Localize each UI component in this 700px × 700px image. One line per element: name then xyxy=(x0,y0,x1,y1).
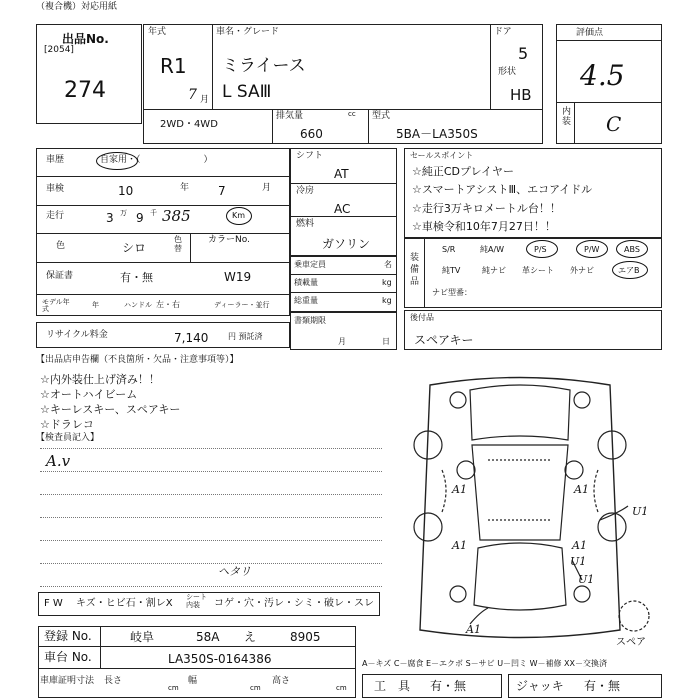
body-label: 形状 xyxy=(498,67,517,77)
equipment-label: 装備品 xyxy=(410,253,420,288)
damage-mark: A1 xyxy=(452,539,467,552)
selling-point: ☆車検令和10年7月27日！！ xyxy=(412,220,556,233)
cert-width: 幅 xyxy=(188,676,198,686)
legend-fw: F W xyxy=(44,598,63,609)
inspection-year: 10 xyxy=(118,184,134,198)
passengers-unit: 名 xyxy=(384,260,392,269)
cc-unit: cc xyxy=(348,110,356,118)
model-label: 型式 xyxy=(372,111,391,121)
interior-score: C xyxy=(606,112,622,136)
mileage-man: 3 xyxy=(106,211,114,225)
declaration-label: 【出品店申告欄（不良箇所・欠品・注意事項等）】 xyxy=(36,355,239,365)
declaration-item: ☆キーレスキー、スペアキー xyxy=(40,403,181,416)
month-unit: 月 xyxy=(200,95,210,105)
accessories-label: 後付品 xyxy=(410,313,434,322)
fuel-value: ガソリン xyxy=(322,237,371,251)
cert-length: 長さ xyxy=(104,676,123,686)
inspector-note: A.v xyxy=(46,452,71,470)
registration-place: 岐阜 xyxy=(130,630,155,644)
gross-label: 総重量 xyxy=(294,296,318,305)
registration-class: 58A xyxy=(196,630,220,644)
color-code-label: カラーNo. xyxy=(208,235,250,245)
interior-label: 内装 xyxy=(562,107,572,127)
shift-label: シフト xyxy=(296,151,324,161)
color-code: W19 xyxy=(224,270,252,284)
equip-ext-navi: 外ナビ xyxy=(570,266,594,275)
color-value: シロ xyxy=(122,241,147,255)
ac-label: 冷房 xyxy=(296,186,315,196)
selling-points-label: セールスポイント xyxy=(410,151,474,160)
car-name: ミライース xyxy=(222,56,306,76)
inspection-label: 車検 xyxy=(46,184,65,194)
load-unit: kg xyxy=(382,278,392,287)
door-count: 5 xyxy=(518,44,529,63)
warranty-value: 有・無 xyxy=(120,271,153,284)
year-value: R1 xyxy=(160,54,187,78)
mileage-sen: 9 xyxy=(136,211,144,225)
year-label: 年式 xyxy=(148,27,167,37)
passengers-label: 乗車定員 xyxy=(294,260,326,269)
inspection-year-unit: 年 xyxy=(180,183,190,193)
legend-items: キズ・ヒビ石・割レX xyxy=(76,598,173,609)
color-label: 色 xyxy=(56,241,66,251)
chassis-label: 車台 No. xyxy=(44,650,92,664)
equip-sr: S/R xyxy=(442,245,456,254)
legend-seat-label: シート内装 xyxy=(186,593,207,609)
equip-pw: P/W xyxy=(584,245,600,254)
damage-mark: U1 xyxy=(632,505,649,518)
legend-mark-note: ヘタリ xyxy=(218,565,251,578)
cc-value: 660 xyxy=(300,127,323,141)
equip-tv: 純TV xyxy=(442,266,461,275)
declaration-item: ☆オートハイビーム xyxy=(40,388,138,401)
car-grade: L SAⅢ xyxy=(222,82,272,102)
drive-type: 2WD・4WD xyxy=(160,119,218,130)
document-label: 書類期限 xyxy=(294,316,326,325)
shift-value: AT xyxy=(334,167,349,181)
color-tone-label: 色替 xyxy=(174,235,182,253)
damage-codes: A－キズ C－腐食 E－エクボ S－サビ U－凹ミ W－補修 XX－交換済 xyxy=(362,659,608,668)
selling-point: ☆走行3万キロメートル台！！ xyxy=(412,202,561,215)
model-year-label: モデル年式 xyxy=(42,298,70,313)
tools-label: 工 具 xyxy=(374,679,411,693)
equip-ps: P/S xyxy=(534,245,547,254)
recycle-value: 7,140 xyxy=(174,331,209,345)
jack-value: 有・無 xyxy=(584,679,621,693)
history-value: 自家用・（ ） xyxy=(100,155,213,165)
warranty-label: 保証書 xyxy=(46,271,74,281)
history-label: 車歴 xyxy=(46,155,65,165)
body-type: HB xyxy=(510,86,532,104)
name-label: 車名・グレード xyxy=(216,27,280,37)
lot-number: 274 xyxy=(64,78,106,103)
cert-width-unit: cm xyxy=(250,684,261,692)
accessories-value: スペアキー xyxy=(414,333,474,347)
form-title: （複合機）対応用紙 xyxy=(36,2,118,12)
damage-mark: A1 xyxy=(466,623,481,636)
lot-stamp: [2054] xyxy=(44,45,74,55)
model-value: 5BA－LA350S xyxy=(396,127,478,141)
cert-length-unit: cm xyxy=(168,684,179,692)
cc-label: 排気量 xyxy=(276,111,304,121)
tools-value: 有・無 xyxy=(430,679,467,693)
document-month-unit: 月 xyxy=(338,337,346,346)
load-label: 積載量 xyxy=(294,278,318,287)
selling-point: ☆スマートアシストⅢ、エコアイドル xyxy=(412,183,593,196)
damage-mark: U1 xyxy=(570,555,587,568)
spare-label: スペア xyxy=(616,637,646,648)
rating-score: 4.5 xyxy=(580,59,625,92)
gross-unit: kg xyxy=(382,296,392,305)
dealer-label: ディーラー・並行 xyxy=(214,301,270,309)
door-label: ドア xyxy=(494,27,512,37)
registration-number: 8905 xyxy=(290,630,321,644)
mileage-unit: Km xyxy=(232,211,246,220)
handle-label: ハンドル xyxy=(124,301,152,309)
inspection-month-unit: 月 xyxy=(262,183,272,193)
registration-kana: え xyxy=(244,630,257,644)
damage-mark: A1 xyxy=(572,539,587,552)
declaration-item: ☆内外装仕上げ済み！！ xyxy=(40,373,160,386)
mileage-label: 走行 xyxy=(46,211,65,221)
rating-label: 評価点 xyxy=(576,28,604,38)
fuel-label: 燃料 xyxy=(296,219,315,229)
equip-abs: ABS xyxy=(624,245,640,254)
cert-height: 高さ xyxy=(272,676,291,686)
damage-mark: A1 xyxy=(452,483,467,496)
chassis-value: LA350S-0164386 xyxy=(168,652,272,666)
equip-alloy: 純A/W xyxy=(480,245,505,254)
selling-point: ☆純正CDプレイヤー xyxy=(412,165,515,178)
equip-navi: 純ナビ xyxy=(482,266,506,275)
mileage-man-unit: 万 xyxy=(120,209,127,217)
inspection-month: 7 xyxy=(218,184,226,198)
recycle-unit: 円 預託済 xyxy=(228,332,263,341)
navi-model-label: ナビ型番： xyxy=(432,288,472,297)
handle-value: 左・右 xyxy=(156,300,180,309)
recycle-label: リサイクル料金 xyxy=(46,330,108,340)
equip-airbag: エアB xyxy=(618,266,640,275)
model-year-unit: 年 xyxy=(92,301,99,309)
registration-label: 登録 No. xyxy=(44,629,92,643)
mileage-rest: 385 xyxy=(162,207,191,225)
damage-mark: A1 xyxy=(574,483,589,496)
jack-label: ジャッキ xyxy=(516,679,564,693)
inspector-label: 【検査員記入】 xyxy=(36,433,100,443)
declaration-item: ☆ドラレコ xyxy=(40,418,94,431)
legend-items2: コゲ・穴・汚レ・シミ・破レ・スレ xyxy=(214,598,374,609)
cert-label: 車庫証明寸法 xyxy=(40,676,95,686)
cert-height-unit: cm xyxy=(336,684,347,692)
damage-mark: U1 xyxy=(578,573,595,586)
equip-leather: 革シート xyxy=(522,266,554,275)
lot-label: 出品No. xyxy=(62,32,109,46)
ac-value: AC xyxy=(334,202,351,216)
document-day-unit: 日 xyxy=(382,337,390,346)
mileage-sen-unit: 千 xyxy=(150,209,157,217)
month-value: 7 xyxy=(188,87,197,103)
